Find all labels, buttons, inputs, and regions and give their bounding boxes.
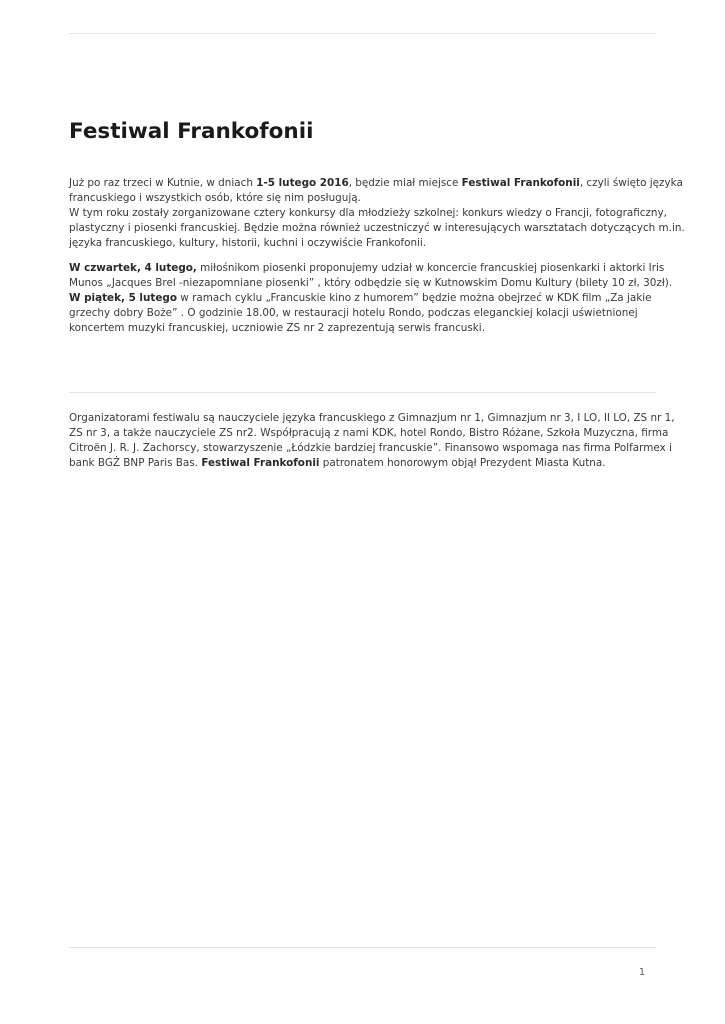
page-title: Festiwal Frankofonii <box>69 119 314 144</box>
paragraph-line <box>69 456 669 471</box>
text-run: , będzie miał miejsce <box>348 177 462 189</box>
text-run: patronatem honorowym objął Prezydent Miasta Kutna. <box>319 457 606 469</box>
paragraph-line: plastyczny i piosenki francuskiej. Będzie można również uczestniczyć w interesujących warsztatach dotyczących m.in. <box>69 222 685 234</box>
paragraph-line: ZS nr 3, a także nauczyciele ZS nr2. Współpracują z nami KDK, hotel Rondo, Bistro Różane, Szkoła Muzyczna, firma <box>69 427 669 439</box>
paragraph-line <box>69 176 683 191</box>
paragraph-line: Munos „Jacques Brel -niezapomniane piosenki” , który odbędzie się w Kutnowskim Domu Kultury (bilety 10 zł, 30zł). <box>69 277 673 289</box>
paragraph-line: grzechy dobry Boże” . O godzinie 18.00, w restauracji hotelu Rondo, podczas eleganckiej kolacji uświetnionej <box>69 307 638 319</box>
section-divider <box>69 392 656 393</box>
organizers-paragraph <box>69 411 675 471</box>
paragraph-line: Citroën J. R. J. Zachorscy, stowarzyszenie „Łódzkie bardziej francuskie”. Finansowo wspomaga nas firma Polfarmex i <box>69 442 672 454</box>
paragraph-line: Organizatorami festiwalu są nauczyciele języka francuskiego z Gimnazjum nr 1, Gimnazjum nr 3, I LO, II LO, ZS nr 1, <box>69 412 675 424</box>
text-run: miłośnikom piosenki proponujemy udział w koncercie francuskiej piosenkarki i aktorki Iris <box>196 262 665 274</box>
top-divider <box>69 33 656 34</box>
text-run: w ramach cyklu „Francuskie kino z humorem” będzie można obejrzeć w KDK film „Za jakie <box>176 292 652 304</box>
intro-paragraph <box>69 176 685 251</box>
text-run: bank BGŻ BNP Paris Bas. <box>69 457 202 469</box>
festival-name: Festiwal Frankofonii <box>461 177 580 189</box>
thursday-date: W czwartek, 4 lutego, <box>69 262 197 274</box>
friday-date: W piątek, 5 lutego <box>69 292 177 304</box>
text-run: , czyli święto języka <box>579 177 683 189</box>
paragraph-line: koncertem muzyki francuskiej, uczniowie ZS nr 2 zaprezentują serwis francuski. <box>69 322 485 334</box>
festival-name: Festiwal Frankofonii <box>201 457 320 469</box>
footer-divider <box>69 947 656 948</box>
paragraph-line: francuskiego i wszystkich osób, które się nim posługują. <box>69 192 361 204</box>
text-run: Już po raz trzeci w Kutnie, w dniach <box>69 177 257 189</box>
paragraph-line <box>69 291 669 306</box>
schedule-paragraph <box>69 261 673 336</box>
page-number: 1 <box>638 967 645 978</box>
paragraph-line: W tym roku zostały zorganizowane cztery konkursy dla młodzieży szkolnej: konkurs wiedzy o Francji, fotograficzny, <box>69 207 667 219</box>
paragraph-line: języka francuskiego, kultury, historii, kuchni i oczywiście Frankofonii. <box>69 237 427 249</box>
paragraph-line <box>69 261 669 276</box>
festival-dates: 1-5 lutego 2016 <box>256 177 349 189</box>
